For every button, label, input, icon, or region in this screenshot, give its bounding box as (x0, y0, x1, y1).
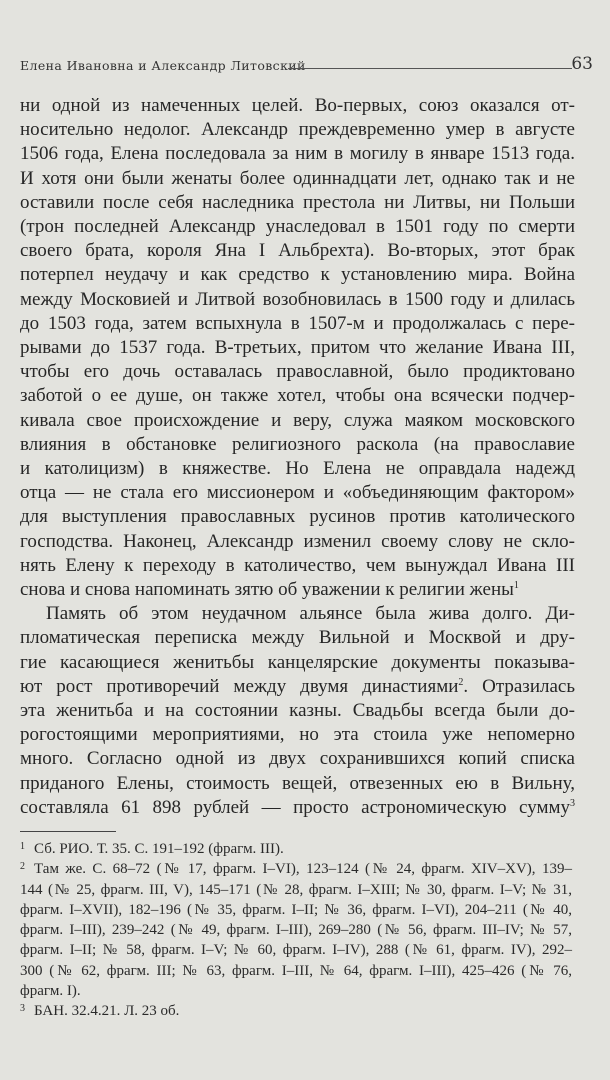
text-line: господства. Наконец, Александр изменил своему слову не скло- (20, 530, 575, 552)
text-line (20, 796, 575, 820)
text-line: оставили после себя наследника престола ни Литвы, ни Польши (20, 191, 575, 213)
footnote-line: 144 (№ 25, фрагм. III, V), 145–171 (№ 28, фрагм. I–XIII; № 30, фрагм. I–V; № 31, (20, 881, 572, 898)
footnote-ref-1[interactable]: 1 (513, 580, 519, 592)
footnote-1 (20, 839, 572, 859)
text-line: чтобы его дочь оставалась православной, было продиктовано (20, 361, 575, 383)
text-line-content-after: . Отразилась (463, 675, 575, 697)
text-line: много. Согласно одной из двух сохранившихся копий списка (20, 748, 575, 770)
text-line: кивала свое происхождение и веру, служа маяком московского (20, 409, 575, 431)
text-line: И хотя они были женаты более одиннадцати лет, однако так и не (20, 167, 575, 189)
footnote-rule (20, 831, 116, 832)
text-line: и католицизм) в княжестве. Но Елена не оправдала надежд (20, 458, 575, 480)
footnote-3 (20, 1001, 572, 1021)
footnote-mark: 3 (20, 1003, 25, 1015)
main-text (20, 94, 575, 820)
footnote-2 (20, 859, 572, 879)
text-line: носительно недолог. Александр преждевременно умер в августе (20, 119, 575, 141)
text-line-content: составляла 61 898 рублей — просто астрономическую сумму (20, 796, 570, 818)
text-line: до 1503 года, затем вспыхнула в 1507-м и продолжалась с пере- (20, 312, 575, 334)
text-line: рогостоящими мероприятиями, но эта стоила уже непомерно (20, 724, 575, 746)
footnote-line: фрагм. I–XVII), 182–196 (№ 35, фрагм. I–II; № 36, фрагм. I–VI), 204–211 (№ 40, (20, 901, 572, 918)
footnote-mark: 2 (20, 861, 25, 873)
header-rule (288, 68, 572, 69)
text-line-content: снова и снова напоминать зятю об уважении к религии жены (20, 579, 514, 601)
footnotes (20, 839, 572, 1022)
text-line: своего брата, короля Яна I Альбрехта). Во-вторых, этот брак (20, 240, 575, 262)
running-title: Елена Ивановна и Александр Литовский (20, 58, 306, 73)
text-line: нять Елену к переходу в католичество, чем вынуждал Ивана III (20, 554, 575, 576)
text-line: гие касающиеся женитьбы канцелярские документы показыва- (20, 651, 575, 673)
text-line: 1506 года, Елена последовала за ним в могилу в январе 1513 года. (20, 143, 575, 165)
text-line: эта женитьба и на состоянии казны. Свадьбы всегда были до- (20, 700, 575, 722)
footnote-text: Там же. С. 68–72 (№ 17, фрагм. I–VI), 123–124 (№ 24, фрагм. XIV–XV), 139– (34, 861, 572, 878)
footnote-line: 300 (№ 62, фрагм. III; № 63, фрагм. I–III, № 64, фрагм. I–III), 425–426 (№ 76, (20, 962, 572, 979)
page-number: 63 (571, 54, 593, 74)
text-line: заботой о ее душе, он также хотел, чтобы она всячески подчер- (20, 385, 575, 407)
text-line: между Московией и Литвой возобновилась в 1500 году и длилась (20, 288, 575, 310)
text-line: для выступления православных русинов против католического (20, 506, 575, 528)
page-header (20, 52, 595, 78)
footnote-text: БАН. 32.4.21. Л. 23 об. (34, 1003, 180, 1020)
text-line-paragraph-start: Память об этом неудачном альянсе была жива долго. Ди- (46, 603, 575, 625)
text-line: пломатическая переписка между Вильной и Москвой и дру- (20, 627, 575, 649)
footnote-mark: 1 (20, 841, 25, 852)
text-line (20, 578, 575, 602)
text-line: отца — не стала его миссионером и «объединяющим фактором» (20, 482, 575, 504)
text-line-content: ют рост противоречий между двумя династиями (20, 675, 459, 697)
text-line: рывами до 1537 года. В-третьих, притом что желание Ивана III, (20, 337, 575, 359)
text-line: потерпел неудачу и как средство к установлению мира. Война (20, 264, 575, 286)
text-line: приданого Елены, стоимость вещей, отвезенных ею в Вильну, (20, 772, 575, 794)
text-line: влияния в обстановке религиозного раскола (на православие (20, 433, 575, 455)
footnote-text: Сб. РИО. Т. 35. С. 191–192 (фрагм. III). (34, 841, 284, 857)
footnote-ref-3[interactable]: 3 (570, 797, 575, 809)
footnote-line: фрагм. I–II; № 58, фрагм. I–V; № 60, фрагм. I–IV), 288 (№ 61, фрагм. IV), 292– (20, 942, 572, 959)
text-line: ни одной из намеченных целей. Во-первых, союз оказался от- (20, 95, 575, 116)
text-line (20, 675, 575, 699)
footnote-line: фрагм. I–III), 239–242 (№ 49, фрагм. I–III), 269–280 (№ 56, фрагм. III–IV; № 57, (20, 922, 572, 939)
footnote-line: фрагм. I). (20, 983, 81, 1000)
footnote-ref-2[interactable]: 2 (458, 676, 464, 688)
text-line: (трон последней Александр унаследовал в 1501 году по смерти (20, 216, 575, 238)
